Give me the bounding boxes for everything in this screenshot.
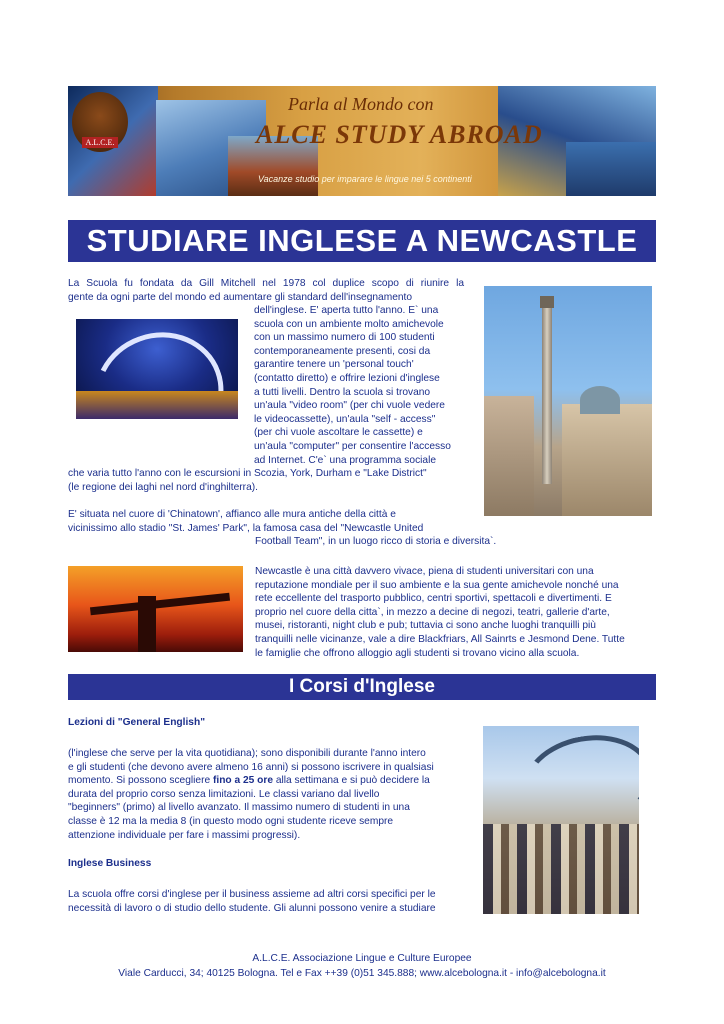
intro-line: scuola con un ambiente molto amichevole [254,318,444,330]
courses-heading-bar [68,674,656,700]
intro-line: ad Internet. C'e` una programma sociale [254,454,437,466]
intro-line: contemporaneamente presenti, cosi da [254,345,431,357]
general-line: attenzione individuale per fare i massimi progressi). [68,829,301,841]
general-english-paragraph [68,747,464,842]
city-line: reputazione mondiale per il suo ambiente e la sua gente amichevole nonché una [255,579,619,591]
banner-subtitle: Vacanze studio per imparare le lingue nei 5 continenti [258,174,472,184]
business-english-paragraph [68,888,468,915]
photo-greys-monument [484,286,652,516]
bridge-water-shape [76,391,238,419]
footer-contacts: Viale Carducci, 34; 40125 Bologna. Tel e Fax ++39 (0)51 345.888; www.alcebologna.it - info@alcebologna.it [118,968,606,979]
tyne-bridge-arch-shape [516,726,639,837]
courses-heading: I Corsi d'Inglese [289,676,435,697]
intro-line: che varia tutto l'anno con le escursioni in Scozia, York, Durham e "Lake District" [68,468,427,479]
location-line: vicinissimo allo stadio "St. James' Park", la famosa casa del "Newcastle United [68,522,424,534]
intro-line: a tutti livelli. Dentro la scuola si trovano [254,386,431,398]
city-line: rete eccellente del trasporto pubblico, centri sportivi, spettacoli e divertimenti. E [255,593,612,605]
general-line-text: momento. Si possono scegliere [68,775,213,787]
intro-line: le videocassette), un'aula "self - access" [254,413,436,425]
intro-line: dell'inglese. E' aperta tutto l'anno. E` una [254,305,439,316]
business-line: necessità di lavoro o di studio dello studente. Gli alunni possono venire a studiare [68,902,436,914]
city-paragraph [255,565,655,660]
footer-organization: A.L.C.E. Associazione Lingue e Culture Europee [252,953,472,964]
general-english-title: Lezioni di "General English" [68,717,206,728]
general-line [68,774,464,788]
city-line: le famiglie che offrono alloggio agli studenti si trovano vicino alla scuola. [255,647,580,659]
business-english-title: Inglese Business [68,858,152,869]
location-line: E' situata nel cuore di 'Chinatown', affianco alle mura antiche della città e [68,509,396,520]
logo-text: A.L.C.E. [82,137,119,148]
photo-millennium-bridge [76,319,238,419]
monument-column-shape [542,304,552,484]
city-line: proprio nel cuore della citta`, in mezzo a decine di negozi, teatri, gallerie d'arte, [255,606,610,618]
general-line: durata del proprio corso senza limitazioni. Le classi variano dal livello [68,788,380,800]
building-left-shape [484,396,534,516]
intro-paragraph-wrap [254,304,464,467]
intro-line: con un massimo numero di 100 studenti [254,332,435,344]
business-line: La scuola offre corsi d'inglese per il business assieme ad altri corsi specifici per le [68,889,436,900]
page-footer [0,951,724,981]
banner-brand: ALCE STUDY ABROAD [256,120,543,149]
intro-line: La Scuola fu fondata da Gill Mitchell nel 1978 col duplice scopo di riunire la [68,278,464,289]
hours-highlight: fino a 25 ore [212,775,273,787]
alce-logo [72,92,128,152]
angel-body-shape [138,596,156,652]
intro-line: un'aula "computer" per consentire l'accesso [254,440,451,452]
intro-line: gente da ogni parte del mondo ed aumentare gli standard dell'insegnamento [68,291,413,303]
location-line: Football Team", in un luogo ricco di storia e diversita`. [255,536,497,548]
intro-line: (le regione dei laghi nel nord d'inghilterra). [68,481,258,493]
city-line: Newcastle è una città davvero vivace, piena di studenti universitari con una [255,566,594,577]
banner-tagline: Parla al Mondo con [288,94,434,114]
page-title: STUDIARE INGLESE A NEWCASTLE [86,223,638,258]
general-line: e gli studenti (che devono avere almeno 16 anni) si possono iscrivere in qualsiasi [68,761,434,773]
general-line-text: alla settimana e si può decidere la [272,775,430,787]
city-line: musei, ristoranti, night club e pub; tuttavia ci sono anche luoghi tranquilli più [255,620,596,632]
location-paragraph [68,508,516,549]
general-line: "beginners" (primo) al livello avanzato. Il massimo numero di studenti in una [68,802,410,814]
banner-photo-bridge [566,142,656,196]
city-line: tranquilli nelle vicinanze, vale a dire Blackfriars, All Sainrts e Jesmond Dene. Tutte [255,633,625,645]
page-title-bar [68,220,656,262]
general-line: classe è 12 ma la media 8 (in questo modo ogni studente riceve sempre [68,815,394,827]
angel-wings-shape [90,593,230,616]
cafe-crowd-shape [483,824,639,914]
header-banner [68,86,656,196]
photo-quayside-cafe [483,726,639,914]
intro-line: (per chi vuole ascoltare le cassette) e [254,427,423,439]
building-right-shape [562,404,652,516]
photo-angel-of-the-north [68,566,243,652]
intro-line: garantire tenere un 'personal touch' [254,359,414,371]
intro-line: un'aula "video room" (per chi vuole vedere [254,400,445,412]
intro-paragraph-top [68,277,464,304]
general-line: (l'inglese che serve per la vita quotidiana); sono disponibili durante l'anno intero [68,748,426,759]
monument-statue-shape [540,296,554,308]
intro-line: (contatto diretto) e offrire lezioni d'inglese [254,372,440,384]
intro-paragraph-bottom [68,467,468,494]
dome-shape [580,386,620,414]
